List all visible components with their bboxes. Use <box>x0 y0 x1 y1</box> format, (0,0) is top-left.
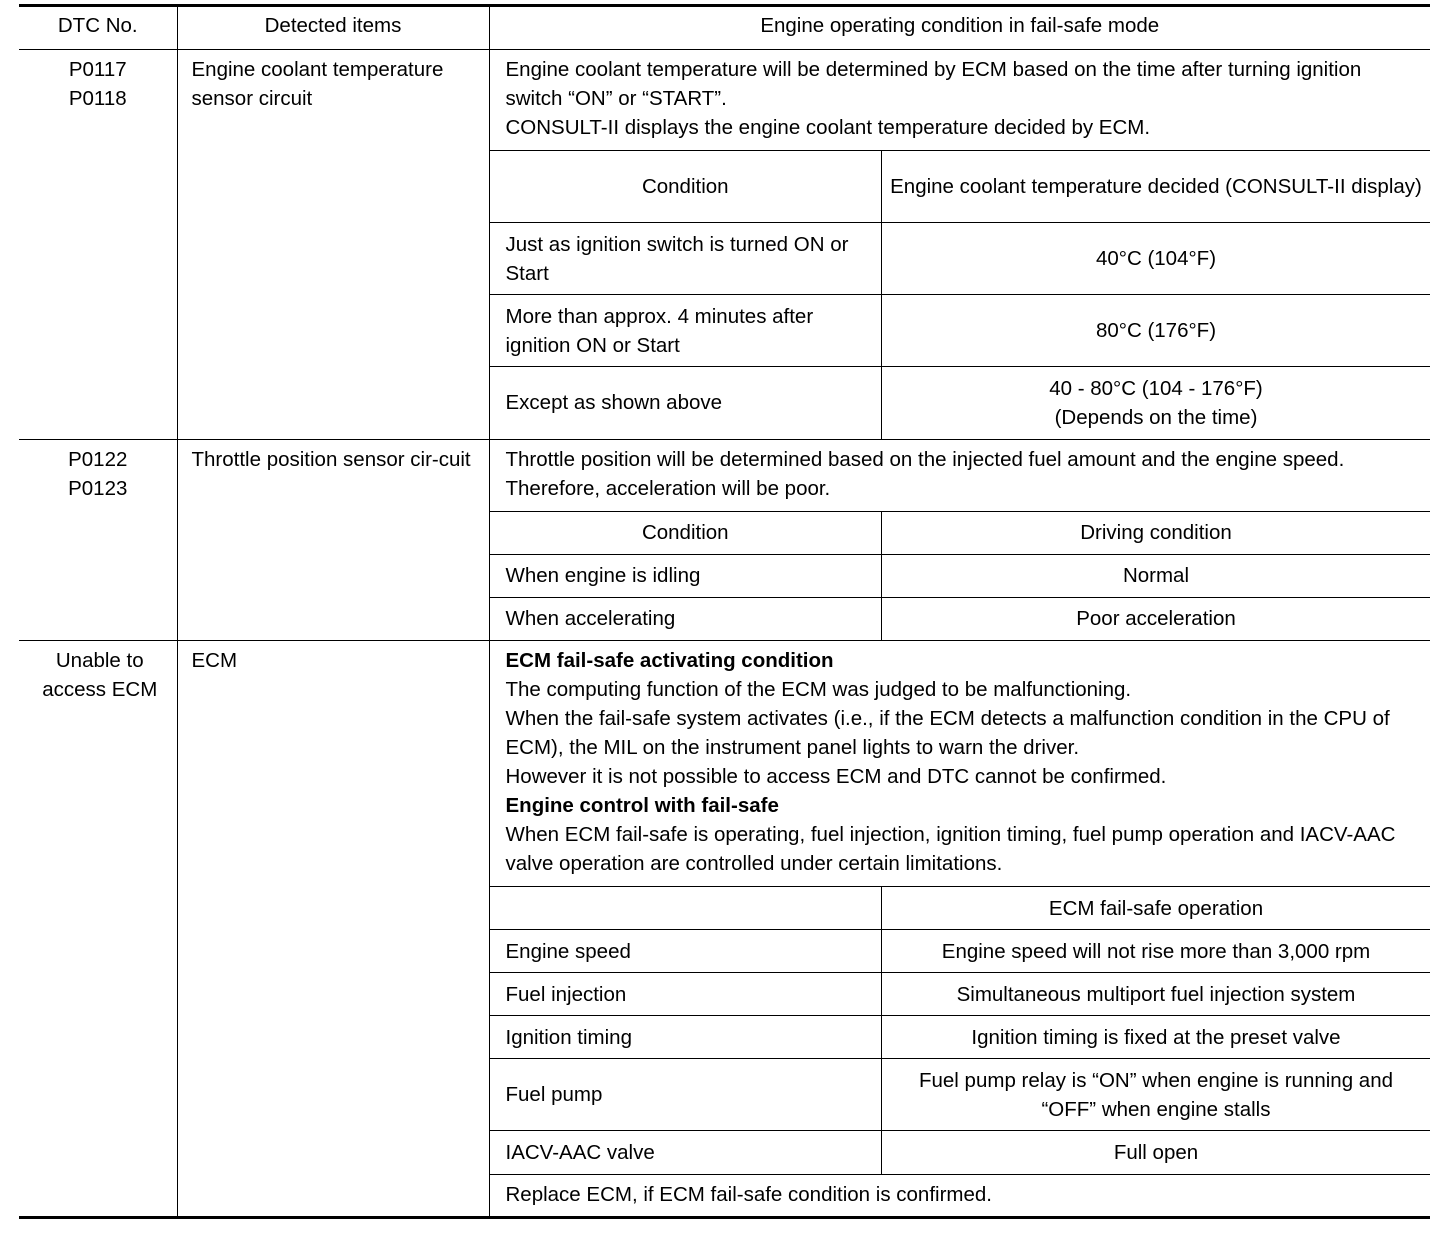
subtable-value: Fuel pump relay is “ON” when engine is running and “OFF” when engine stalls <box>882 1059 1431 1131</box>
ecm-subtable <box>490 886 1431 1174</box>
description-text: However it is not possible to access ECM and DTC cannot be confirmed. <box>505 765 1167 788</box>
description-text: Throttle position will be determined based on the injected fuel amount and the engine speed. Therefore, acceleration will be poor. <box>505 447 1345 500</box>
coolant-description <box>490 50 1431 150</box>
subtable-value: Simultaneous multiport fuel injection system <box>882 973 1431 1016</box>
subtable-row <box>490 930 1431 973</box>
subtable-header-value: Engine coolant temperature decided (CONSULT-II display) <box>882 151 1431 223</box>
subtable-value <box>882 367 1431 439</box>
subtable-value: 80°C (176°F) <box>882 295 1431 367</box>
section-heading: Engine control with fail-safe <box>505 794 779 817</box>
subtable-row <box>490 295 1431 367</box>
condition-cell-coolant <box>489 50 1430 440</box>
subtable-row <box>490 597 1431 640</box>
subtable-condition: Fuel pump <box>490 1059 882 1131</box>
dtc-code: P0117 <box>68 58 127 81</box>
subtable-condition: IACV-AAC valve <box>490 1131 882 1174</box>
condition-cell-ecm <box>489 641 1430 1218</box>
subtable-value-line: (Depends on the time) <box>1054 405 1258 429</box>
header-engine-condition: Engine operating condition in fail-safe mode <box>489 6 1430 50</box>
subtable-header-value: ECM fail-safe operation <box>882 887 1431 930</box>
subtable-row <box>490 554 1431 597</box>
dtc-code: P0122 <box>68 447 128 471</box>
subtable-value: Engine speed will not rise more than 3,000 rpm <box>882 930 1431 973</box>
subtable-row <box>490 223 1431 295</box>
subtable-condition: When engine is idling <box>490 554 882 597</box>
subtable-condition: When accelerating <box>490 597 882 640</box>
subtable-condition: Except as shown above <box>490 367 882 439</box>
table-row-coolant <box>19 50 1430 440</box>
subtable-value: Poor acceleration <box>882 597 1431 640</box>
dtc-cell-throttle <box>19 439 177 641</box>
description-text: When the fail-safe system activates (i.e., if the ECM detects a malfunction condition in the CPU of ECM), the MIL on the instrument panel lights to warn the driver. <box>505 707 1390 759</box>
table-row-ecm <box>19 641 1430 1218</box>
detected-item-ecm: ECM <box>177 641 489 1218</box>
subtable-value: Ignition timing is fixed at the preset valve <box>882 1016 1431 1059</box>
subtable-condition: More than approx. 4 minutes after ignition ON or Start <box>490 295 882 367</box>
subtable-value-line: 40 - 80°C (104 - 176°F) <box>1049 376 1263 400</box>
fail-safe-table-page <box>19 4 1430 1219</box>
header-dtc-no: DTC No. <box>19 6 177 50</box>
subtable-condition: Just as ignition switch is turned ON or Start <box>490 223 882 295</box>
description-text: CONSULT-II displays the engine coolant temperature decided by ECM. <box>505 116 1151 139</box>
subtable-header-condition: Condition <box>490 151 882 223</box>
dtc-cell-ecm: Unable to access ECM <box>19 641 177 1218</box>
description-text: Engine coolant temperature will be determined by ECM based on the time after turning ignition switch “ON” or “START”. <box>505 58 1362 110</box>
throttle-description <box>490 440 1431 511</box>
table-header-row <box>19 6 1430 50</box>
description-text: When ECM fail-safe is operating, fuel injection, ignition timing, fuel pump operation and IACV-AAC valve operation are controlled under certain limitations. <box>505 823 1396 875</box>
subtable-row <box>490 1059 1431 1131</box>
subtable-value: Normal <box>882 554 1431 597</box>
description-text: The computing function of the ECM was judged to be malfunctioning. <box>505 678 1132 701</box>
table-row-throttle <box>19 439 1430 641</box>
dtc-code: P0118 <box>68 87 127 110</box>
section-heading: ECM fail-safe activating condition <box>505 649 834 672</box>
detected-item-coolant: Engine coolant temperature sensor circuit <box>177 50 489 440</box>
header-detected-items: Detected items <box>177 6 489 50</box>
subtable-value: Full open <box>882 1131 1431 1174</box>
subtable-header-row <box>490 151 1431 223</box>
dtc-code: P0123 <box>68 476 128 500</box>
subtable-row <box>490 1131 1431 1174</box>
throttle-subtable <box>490 511 1431 641</box>
subtable-row <box>490 367 1431 439</box>
subtable-header-condition: Condition <box>490 511 882 554</box>
ecm-description <box>490 641 1431 886</box>
condition-cell-throttle <box>489 439 1430 641</box>
coolant-subtable <box>490 150 1431 439</box>
subtable-header-value: Driving condition <box>882 511 1431 554</box>
ecm-footer-note: Replace ECM, if ECM fail-safe condition is confirmed. <box>490 1174 1431 1216</box>
subtable-condition: Fuel injection <box>490 973 882 1016</box>
subtable-condition: Engine speed <box>490 930 882 973</box>
dtc-cell-coolant <box>19 50 177 440</box>
subtable-header-row <box>490 511 1431 554</box>
fail-safe-table <box>19 4 1430 1219</box>
subtable-header-condition <box>490 887 882 930</box>
subtable-header-row <box>490 887 1431 930</box>
detected-item-throttle: Throttle position sensor cir-cuit <box>177 439 489 641</box>
subtable-value: 40°C (104°F) <box>882 223 1431 295</box>
subtable-row <box>490 1016 1431 1059</box>
subtable-row <box>490 973 1431 1016</box>
subtable-condition: Ignition timing <box>490 1016 882 1059</box>
